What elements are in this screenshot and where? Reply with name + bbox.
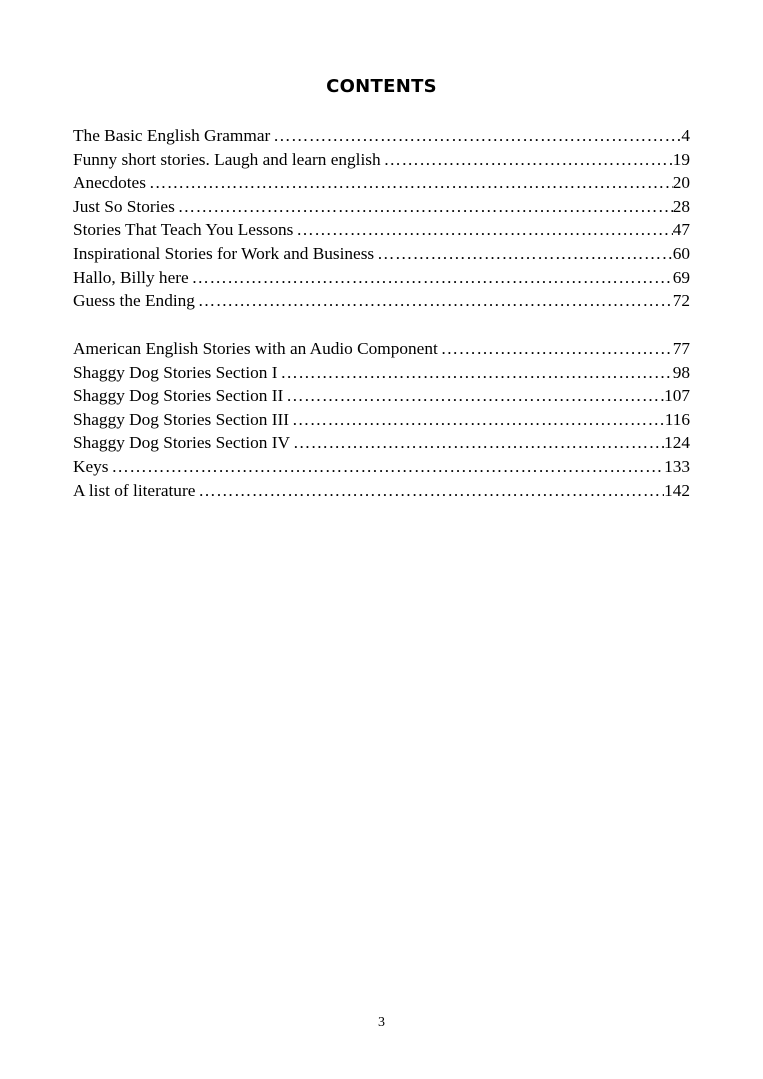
toc-entry-title: Inspirational Stories for Work and Business bbox=[73, 243, 375, 263]
toc-entry-page: 116 bbox=[664, 409, 690, 429]
toc-dot-leader bbox=[198, 479, 664, 503]
toc-entry-title: Keys bbox=[73, 456, 109, 476]
toc-dot-leader bbox=[198, 289, 673, 313]
toc-entry bbox=[73, 431, 690, 455]
page-title: CONTENTS bbox=[326, 76, 437, 97]
toc-dot-leader bbox=[441, 337, 673, 361]
toc-dot-leader bbox=[178, 195, 673, 219]
toc-entry-title: American English Stories with an Audio Component bbox=[73, 339, 438, 358]
toc-entry-title: Shaggy Dog Stories Section IV bbox=[73, 433, 290, 453]
toc-dot-leader bbox=[292, 408, 665, 432]
toc-dot-leader bbox=[293, 431, 664, 455]
toc-entry-page: 60 bbox=[672, 243, 690, 263]
toc-entry bbox=[73, 148, 690, 172]
toc-entry bbox=[73, 455, 690, 479]
toc-entry-title: Just So Stories bbox=[73, 196, 175, 216]
page-number: 3 bbox=[378, 1015, 385, 1030]
toc-dot-leader bbox=[149, 171, 673, 195]
toc-entry-page: 20 bbox=[672, 173, 690, 193]
toc-dot-leader bbox=[273, 124, 681, 148]
toc-entry-title: Shaggy Dog Stories Section II bbox=[73, 386, 284, 406]
toc-entry-page: 72 bbox=[672, 291, 690, 311]
toc-entry bbox=[73, 218, 690, 242]
toc-dot-leader bbox=[384, 148, 673, 172]
toc-entry-title: Hallo, Billy here bbox=[73, 267, 189, 287]
toc-entry-page: 124 bbox=[664, 433, 690, 453]
toc-entry-page: 77 bbox=[672, 339, 690, 358]
toc-entry-page: 107 bbox=[664, 386, 690, 406]
toc-entry-page: 98 bbox=[672, 362, 690, 382]
toc-dot-leader bbox=[280, 361, 672, 385]
toc-entry-title: Shaggy Dog Stories Section I bbox=[73, 362, 278, 382]
toc-entry bbox=[73, 337, 690, 361]
toc-list-secondary bbox=[73, 337, 690, 502]
toc-dot-leader bbox=[296, 218, 672, 242]
toc-list-main bbox=[73, 124, 690, 313]
toc-entry-page: 69 bbox=[672, 267, 690, 287]
toc-entry-page: 142 bbox=[664, 480, 690, 500]
toc-entry bbox=[73, 289, 690, 313]
toc-entry bbox=[73, 124, 690, 148]
toc-entry-title: Anecdotes bbox=[73, 173, 146, 193]
toc-entry-page: 28 bbox=[672, 196, 690, 216]
toc-entry-page: 133 bbox=[664, 456, 690, 476]
toc-entry bbox=[73, 242, 690, 266]
toc-entry-title: A list of literature bbox=[73, 480, 196, 500]
toc-entry-page: 4 bbox=[681, 126, 690, 145]
toc-entry bbox=[73, 171, 690, 195]
toc-entry-page: 19 bbox=[672, 149, 690, 169]
toc-dot-leader bbox=[286, 384, 664, 408]
toc-dot-leader bbox=[112, 455, 665, 479]
toc-entry-title: The Basic English Grammar bbox=[73, 126, 271, 145]
toc-entry-page: 47 bbox=[672, 220, 690, 240]
toc-entry bbox=[73, 384, 690, 408]
toc-entry bbox=[73, 408, 690, 432]
toc-entry-title: Shaggy Dog Stories Section III bbox=[73, 409, 289, 429]
toc-entry bbox=[73, 195, 690, 219]
toc-entry bbox=[73, 479, 690, 503]
toc-dot-leader bbox=[192, 266, 673, 290]
toc-dot-leader bbox=[377, 242, 673, 266]
toc-entry-title: Funny short stories. Laugh and learn english bbox=[73, 149, 381, 169]
toc-entry bbox=[73, 266, 690, 290]
toc-entry-title: Stories That Teach You Lessons bbox=[73, 220, 294, 240]
toc-entry-title: Guess the Ending bbox=[73, 291, 195, 311]
toc-entry bbox=[73, 361, 690, 385]
